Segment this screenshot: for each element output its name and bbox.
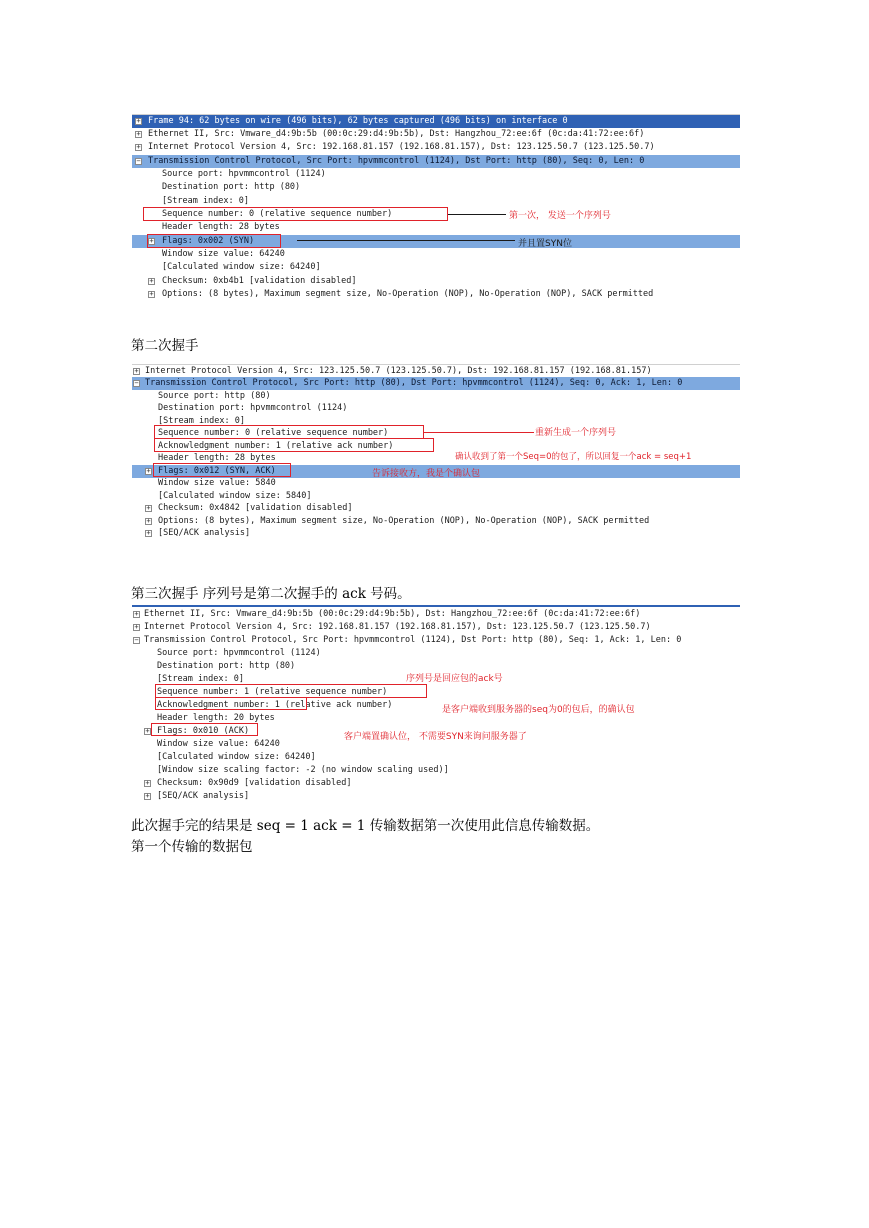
tree-row-ack[interactable]: Acknowledgment number: 1 (relative ack number): [157, 700, 393, 710]
body-text: 此次握手完的结果是 seq = 1 ack = 1 传输数据第一次使用此信息传输数据。: [131, 818, 600, 834]
expand-icon[interactable]: [145, 518, 152, 525]
body-text: 第一个传输的数据包: [131, 839, 253, 855]
expand-icon[interactable]: [145, 468, 152, 475]
expand-icon[interactable]: [135, 144, 142, 151]
tree-row-ipv4[interactable]: + Internet Protocol Version 4, Src: 192.168.81.157 (192.168.81.157), Dst: 123.125.50.7 (123.125.50.7): [132, 141, 740, 154]
highlight-box: [151, 723, 258, 736]
tree-row-options[interactable]: + Options: (8 bytes), Maximum segment size, No-Operation (NOP), No-Operation (NOP), SACK permitted: [132, 515, 740, 528]
annotation: 客户端置确认位， 不需要SYN来询问服务器了: [344, 732, 527, 742]
tree-row-seqack[interactable]: + [SEQ/ACK analysis]: [132, 527, 740, 540]
highlight-box: [154, 425, 424, 439]
annotation: 第一次， 发送一个序列号: [509, 211, 611, 221]
arrow-line: [297, 240, 515, 241]
annotation: 确认收到了第一个Seq=0的包了，所以回复一个ack = seq+1: [455, 452, 692, 462]
highlight-box: [155, 697, 307, 710]
tree-row-flags[interactable]: + Flags: 0x010 (ACK): [132, 725, 740, 738]
expand-icon[interactable]: [148, 278, 155, 285]
tree-row-options[interactable]: + Options: (8 bytes), Maximum segment size, No-Operation (NOP), No-Operation (NOP), SACK permitted: [132, 288, 740, 301]
tree-row-field[interactable]: [Calculated window size: 64240]: [162, 262, 321, 272]
tree-row-field[interactable]: [Window size scaling factor: -2 (no window scaling used)]: [157, 765, 449, 775]
annotation: 序列号是回应包的ack号: [406, 674, 503, 684]
annotation: 是客户端收到服务器的seq为0的包后，的确认包: [442, 705, 635, 715]
tree-row-field[interactable]: Header length: 28 bytes: [162, 222, 280, 232]
tree-row-tcp[interactable]: − Transmission Control Protocol, Src Port: hpvmmcontrol (1124), Dst Port: http (80), Seq: 1, Ack: 1, Len: 0: [132, 634, 740, 647]
expand-icon[interactable]: [144, 728, 151, 735]
tree-row-field[interactable]: [Calculated window size: 5840]: [158, 491, 312, 501]
annotation: 告诉接收方，我是个确认包: [372, 469, 481, 479]
tree-row-flags[interactable]: + Flags: 0x002 (SYN): [132, 235, 740, 248]
tree-row-ethernet[interactable]: + Ethernet II, Src: Vmware_d4:9b:5b (00:0c:29:d4:9b:5b), Dst: Hangzhou_72:ee:6f (0c:da:41:72:ee:6f): [132, 128, 740, 141]
tree-row-field[interactable]: [Stream index: 0]: [158, 416, 245, 426]
highlight-box: [155, 684, 427, 698]
expand-icon[interactable]: [144, 780, 151, 787]
tree-row-sequence[interactable]: Sequence number: 1 (relative sequence number): [157, 687, 388, 697]
expand-icon[interactable]: [144, 793, 151, 800]
tree-row-ipv4[interactable]: + Internet Protocol Version 4, Src: 192.168.81.157 (192.168.81.157), Dst: 123.125.50.7 (123.125.50.7): [132, 621, 740, 634]
expand-icon[interactable]: [148, 291, 155, 298]
arrow-line: [424, 432, 534, 433]
expand-icon[interactable]: [145, 530, 152, 537]
collapse-icon[interactable]: [133, 380, 140, 387]
tree-row-ipv4[interactable]: + Internet Protocol Version 4, Src: 123.125.50.7 (123.125.50.7), Dst: 192.168.81.157 (192.168.81.157): [132, 365, 740, 378]
tree-row-field[interactable]: [Stream index: 0]: [157, 674, 244, 684]
collapse-icon[interactable]: [135, 158, 142, 165]
annotation: 重新生成一个序列号: [535, 428, 617, 438]
section-heading: 第三次握手 序列号是第二次握手的 ack 号码。: [131, 586, 411, 602]
tree-row-field[interactable]: Source port: hpvmmcontrol (1124): [157, 648, 321, 658]
tree-row-ack[interactable]: Acknowledgment number: 1 (relative ack number): [158, 441, 394, 451]
tree-row-checksum[interactable]: + Checksum: 0x4842 [validation disabled]: [132, 502, 740, 515]
tree-row-seqack[interactable]: + [SEQ/ACK analysis]: [132, 790, 740, 803]
section-heading: 第二次握手: [131, 338, 199, 354]
tree-row-checksum[interactable]: + Checksum: 0x90d9 [validation disabled]: [132, 777, 740, 790]
tree-row-sequence[interactable]: Sequence number: 0 (relative sequence number): [158, 428, 389, 438]
arrow-line: [448, 214, 506, 215]
tree-row-ethernet[interactable]: + Ethernet II, Src: Vmware_d4:9b:5b (00:0c:29:d4:9b:5b), Dst: Hangzhou_72:ee:6f (0c:da:41:72:ee:6f): [132, 608, 740, 621]
tree-row-field[interactable]: Destination port: http (80): [157, 661, 296, 671]
expand-icon[interactable]: [145, 505, 152, 512]
tree-row-field[interactable]: Window size value: 64240: [162, 249, 285, 259]
expand-icon[interactable]: [133, 611, 140, 618]
tree-row-tcp[interactable]: − Transmission Control Protocol, Src Port: http (80), Dst Port: hpvmmcontrol (1124), Seq: 0, Ack: 1, Len: 0: [132, 377, 740, 390]
highlight-box: [147, 234, 281, 248]
highlight-box: [143, 207, 448, 221]
tree-row-field[interactable]: Window size value: 5840: [158, 478, 276, 488]
tree-row-flags[interactable]: + Flags: 0x012 (SYN, ACK): [132, 465, 740, 478]
tree-row-field[interactable]: Window size value: 64240: [157, 739, 280, 749]
tree-row-field[interactable]: [Stream index: 0]: [162, 196, 249, 206]
collapse-icon[interactable]: [133, 637, 140, 644]
highlight-box: [154, 438, 434, 452]
tree-row-field[interactable]: Source port: http (80): [158, 391, 271, 401]
expand-icon[interactable]: [133, 368, 140, 375]
tree-row-field[interactable]: Header length: 28 bytes: [158, 453, 276, 463]
highlight-box: [153, 463, 291, 477]
annotation: 并且置SYN位: [518, 239, 572, 249]
expand-icon[interactable]: [135, 131, 142, 138]
tree-row-field[interactable]: [Calculated window size: 64240]: [157, 752, 316, 762]
tree-row-field[interactable]: Source port: hpvmmcontrol (1124): [162, 169, 326, 179]
expand-icon[interactable]: [133, 624, 140, 631]
expand-icon[interactable]: [135, 118, 142, 125]
tree-row-field[interactable]: Destination port: hpvmmcontrol (1124): [158, 403, 348, 413]
tree-row-tcp[interactable]: − Transmission Control Protocol, Src Port: hpvmmcontrol (1124), Dst Port: http (80), Seq: 0, Len: 0: [132, 155, 740, 168]
tree-row-field[interactable]: Header length: 20 bytes: [157, 713, 275, 723]
tree-row-frame[interactable]: + Frame 94: 62 bytes on wire (496 bits), 62 bytes captured (496 bits) on interface 0: [132, 115, 740, 128]
tree-row-sequence[interactable]: Sequence number: 0 (relative sequence number): [162, 209, 393, 219]
tree-row-field[interactable]: Destination port: http (80): [162, 182, 301, 192]
tree-row-checksum[interactable]: + Checksum: 0xb4b1 [validation disabled]: [132, 275, 740, 288]
